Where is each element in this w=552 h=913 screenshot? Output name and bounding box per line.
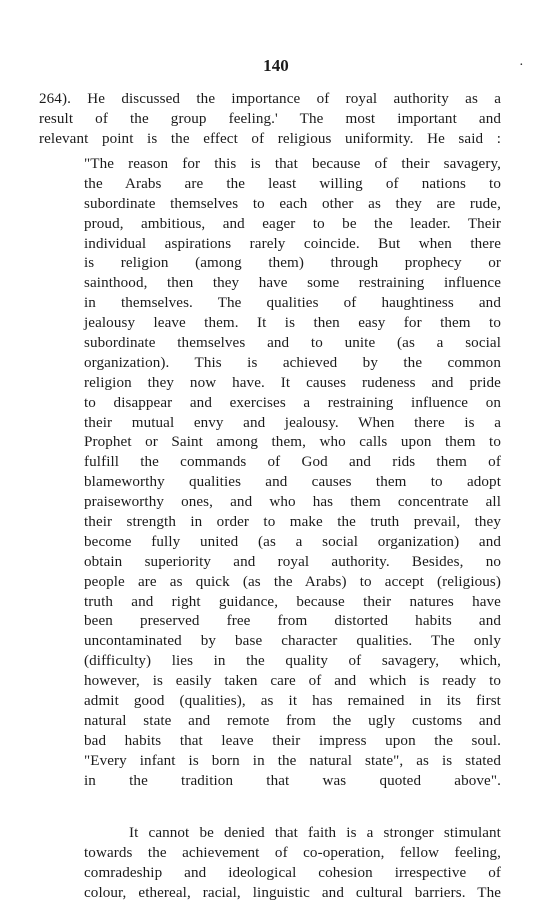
quote-line: however, is easily taken care of and which is ready to	[84, 673, 502, 690]
quote-line: to disappear and exercises a restraining influence on	[84, 394, 501, 411]
intro-line: result of the group feeling.' The most important and	[39, 110, 502, 127]
page-number: 140	[263, 56, 289, 75]
quote-line: is religion (among them) through prophecy or	[84, 255, 502, 272]
quote-line: natural state and remote from the ugly customs and	[84, 712, 501, 729]
quote-line: "Every infant is born in the natural state", as is stated	[84, 752, 502, 769]
closing-line: towards the achievement of co-operation, fellow feeling,	[84, 844, 502, 861]
quote-line: proud, ambitious, and eager to be the leader. Their	[84, 215, 502, 232]
quote-line: their mutual envy and jealousy. When there is a	[84, 414, 501, 431]
intro-paragraph	[39, 90, 501, 150]
quote-line: organization). This is achieved by the common	[84, 354, 501, 371]
quote-line: been preserved free from distorted habits and	[84, 613, 502, 630]
quote-line: their strength in order to make the truth prevail, they	[84, 514, 501, 531]
quote-line: obtain superiority and royal authority. Besides, no	[84, 553, 501, 570]
quote-line: admit good (qualities), as it has remained in its first	[84, 693, 501, 710]
quote-line: subordinate themselves and to unite (as a social	[84, 335, 502, 352]
quote-line: sainthood, then they have some restraining influence	[84, 275, 501, 292]
quote-line: religion they now have. It causes rudeness and pride	[84, 374, 501, 391]
closing-paragraph	[39, 824, 501, 904]
quote-line: in themselves. The qualities of haughtiness and	[84, 295, 501, 312]
quote-line: "The reason for this is that because of their savagery,	[84, 156, 501, 172]
intro-line: 264). He discussed the importance of royal authority as a	[39, 91, 502, 107]
closing-line: comradeship and ideological cohesion irrespective of	[84, 864, 502, 881]
quote-line: individual aspirations rarely coincide. But when there	[84, 235, 501, 252]
quote-line: people are as quick (as the Arabs) to accept (religious)	[84, 573, 502, 590]
quote-line: Prophet or Saint among them, who calls upon them to	[84, 434, 501, 451]
intro-line: relevant point is the effect of religious uniformity. He said :	[39, 130, 501, 147]
quote-line: bad habits that leave their impress upon the soul.	[84, 732, 501, 749]
block-quote	[84, 155, 501, 792]
quote-line: praiseworthy ones, and who has them concentrate all	[84, 494, 502, 511]
quote-line: truth and right guidance, because their natures have	[84, 593, 501, 610]
quote-line: fulfill the commands of God and rids them of	[84, 454, 501, 471]
closing-line: colour, ethereal, racial, linguistic and cultural barriers. The	[84, 884, 502, 901]
corner-mark: ·	[519, 58, 524, 73]
quote-line: become fully united (as a social organization) and	[84, 533, 502, 550]
quote-line: uncontaminated by base character qualities. The only	[84, 633, 501, 650]
quote-line: the Arabs are the least willing of nations to	[84, 175, 501, 192]
quote-line: jealousy leave them. It is then easy for them to	[84, 315, 501, 332]
quote-line: (difficulty) lies in the quality of savagery, which,	[84, 653, 501, 670]
closing-line: It cannot be denied that faith is a stronger stimulant	[129, 825, 501, 841]
quote-line: in the tradition that was quoted above".	[84, 772, 501, 789]
quote-line: blameworthy qualities and causes them to adopt	[84, 474, 502, 491]
quote-line: subordinate themselves to each other as they are rude,	[84, 195, 501, 212]
